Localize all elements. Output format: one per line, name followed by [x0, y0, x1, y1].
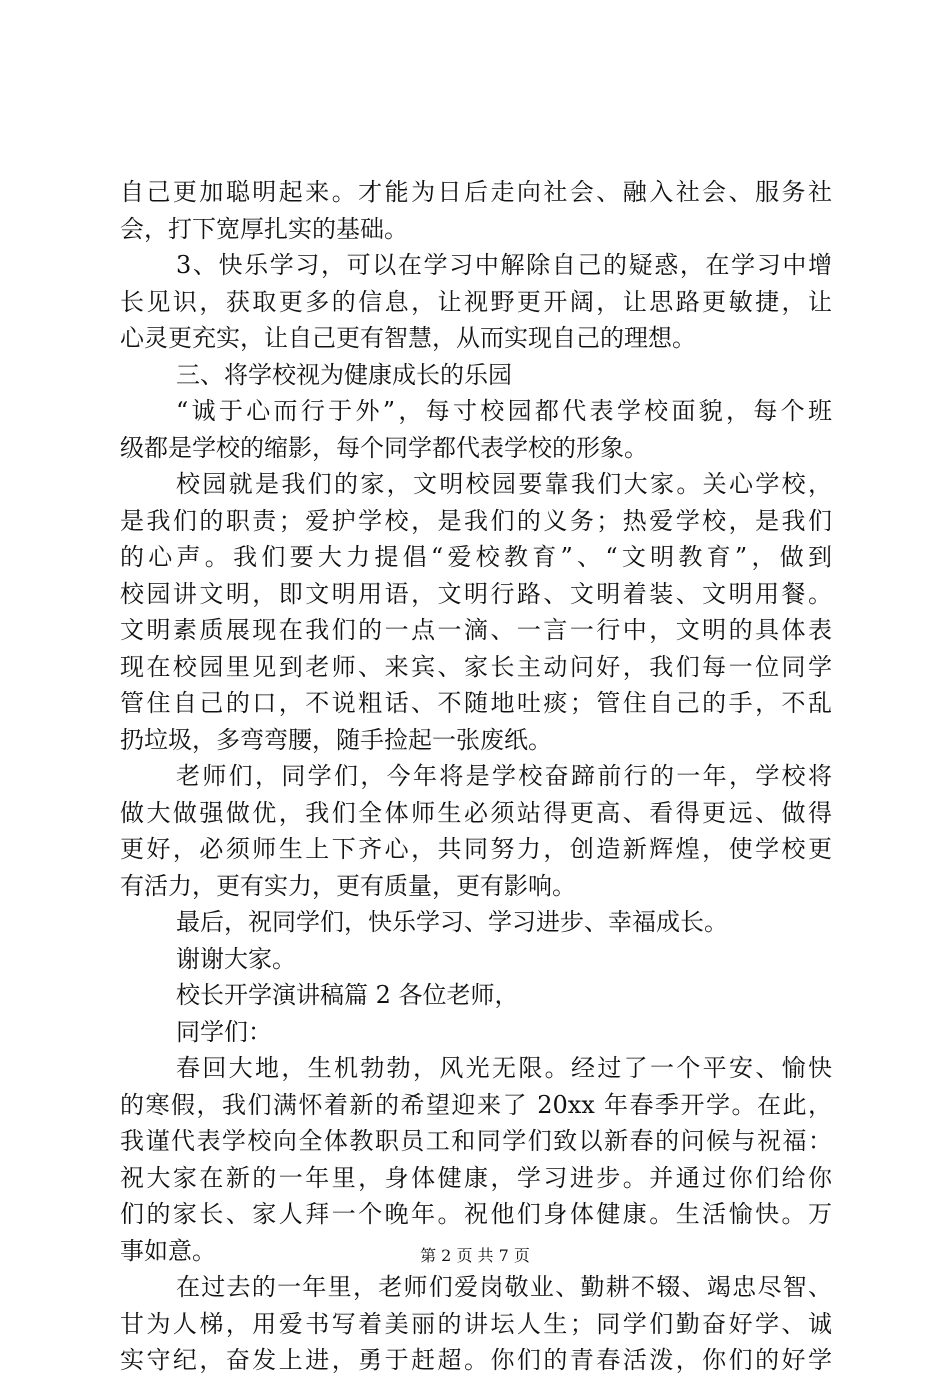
text-line: 的寒假，我们满怀着新的希望迎来了 20xx 年春季开学。在此，: [120, 1090, 832, 1119]
text-line: 事如意。: [120, 1236, 216, 1265]
document-body: [120, 174, 832, 1379]
text-line: 同学们：: [176, 1017, 272, 1046]
text-line: 三、将学校视为健康成长的乐园: [176, 360, 512, 389]
text-line: 更好，必须师生上下齐心，共同努力，创造新辉煌，使学校更: [120, 835, 832, 863]
text-line: 管住自己的口，不说粗话、不随地吐痰；管住自己的手，不乱: [120, 689, 832, 717]
text-line: 们的家长、家人拜一个晚年。祝他们身体健康。生活愉快。万: [120, 1200, 832, 1228]
text-line: 最后，祝同学们，快乐学习、学习进步、幸福成长。: [176, 908, 728, 936]
text-line: 的心声。我们要大力提倡“爱校教育”、“文明教育”，做到: [120, 543, 832, 571]
text-line: 长见识，获取更多的信息，让视野更开阔，让思路更敏捷，让: [120, 287, 832, 316]
text-line: 我谨代表学校向全体教职员工和同学们致以新春的问候与祝福：: [120, 1127, 832, 1155]
text-line: 谢谢大家。: [176, 944, 296, 973]
text-line: 校园讲文明，即文明用语，文明行路、文明着装、文明用餐。: [120, 579, 832, 608]
text-line: 心灵更充实，让自己更有智慧，从而实现自己的理想。: [120, 324, 696, 352]
text-line: 在过去的一年里，老师们爱岗敬业、勤耕不辍、竭忠尽智、: [176, 1273, 832, 1301]
text-line: 校长开学演讲稿篇 2 各位老师，: [176, 981, 519, 1009]
text-line: 文明素质展现在我们的一点一滴、一言一行中，文明的具体表: [120, 616, 832, 644]
text-line: 祝大家在新的一年里，身体健康，学习进步。并通过你们给你: [120, 1163, 832, 1192]
text-line: 甘为人梯，用爱书写着美丽的讲坛人生；同学们勤奋好学、诚: [120, 1309, 832, 1338]
text-line: 是我们的职责；爱护学校，是我们的义务；热爱学校，是我们: [120, 506, 832, 535]
text-line: 3、快乐学习，可以在学习中解除自己的疑惑，在学习中增: [176, 251, 832, 279]
text-line: 有活力，更有实力，更有质量，更有影响。: [120, 871, 576, 900]
text-line: 会，打下宽厚扎实的基础。: [120, 214, 408, 243]
text-line: 春回大地，生机勃勃，风光无限。经过了一个平安、愉快: [176, 1054, 832, 1082]
text-line: 自己更加聪明起来。才能为日后走向社会、融入社会、服务社: [120, 178, 832, 206]
text-line: 做大做强做优，我们全体师生必须站得更高、看得更远、做得: [120, 798, 832, 827]
text-line: 扔垃圾，多弯弯腰，随手捡起一张废纸。: [120, 725, 552, 754]
text-line: 级都是学校的缩影，每个同学都代表学校的形象。: [120, 433, 648, 462]
text-line: 校园就是我们的家，文明校园要靠我们大家。关心学校，: [176, 470, 832, 498]
page-footer: 第 2 页 共 7 页: [420, 1246, 530, 1265]
text-line: 老师们，同学们，今年将是学校奋蹄前行的一年，学校将: [176, 762, 832, 790]
text-line: 现在校园里见到老师、来宾、家长主动问好，我们每一位同学: [120, 652, 832, 681]
text-line: “诚于心而行于外”，每寸校园都代表学校面貌，每个班: [176, 397, 832, 425]
text-line: 实守纪，奋发上进，勇于赶超。你们的青春活泼，你们的好学: [120, 1346, 832, 1374]
